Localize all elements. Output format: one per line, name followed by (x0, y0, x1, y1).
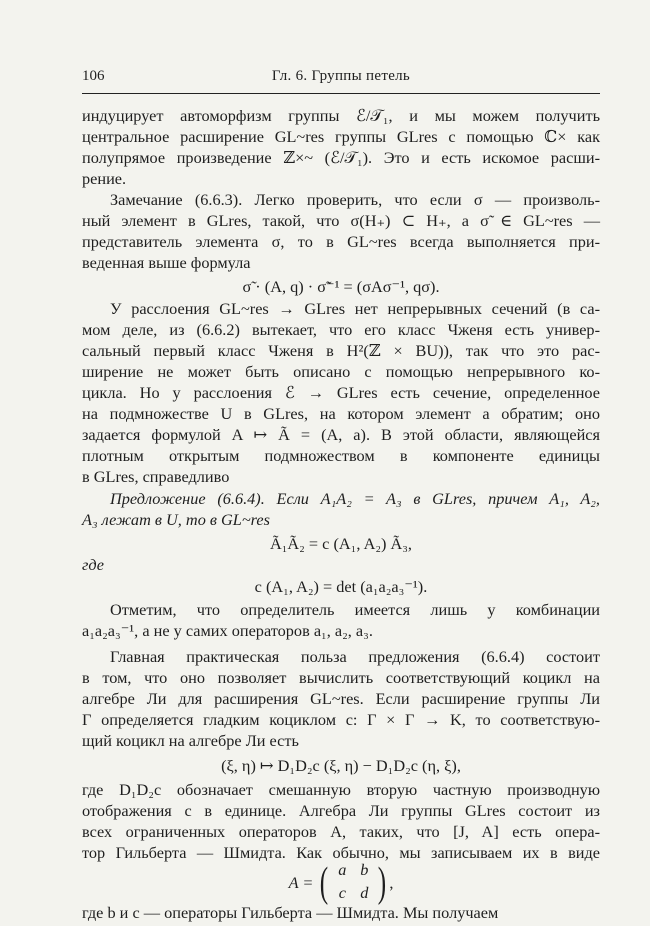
text-line: плотным открытым подмножеством в компоненте единицы (82, 446, 600, 465)
header-rule (82, 93, 600, 94)
text-line: алгебре Ли для расширения GL~res. Если расширение группы Ли (82, 689, 600, 708)
text-line: щий коцикл на алгебре Ли есть (82, 731, 299, 750)
text-line: ширение не может быть описано с помощью непрерывного ко- (82, 362, 600, 381)
text-line: Главная практическая польза предложения (6.6.4) состоит (110, 647, 600, 666)
matrix-a: a (338, 860, 347, 879)
text-line: центральное расширение GL~res группы GLres с помощью ℂ× как (82, 127, 600, 146)
text-line: отображения c в единице. Алгебра Ли группы GLres состоит из (82, 801, 600, 820)
matrix-trail: , (389, 873, 394, 892)
text-line: ный элемент в GLres, такой, что σ(H₊) ⊂ H₊, а σ̃ ∈ GL~res — (82, 211, 600, 230)
formula-cocycle: (ξ, η) ↦ D₁D₂c (ξ, η) − D₁D₂c (η, ξ), (221, 756, 461, 775)
text-line: сальный первый класс Чженя в H²(ℤ × BU)), так что это рас- (82, 341, 600, 360)
text-line: мом деле, из (6.6.2) вытекает, что его класс Чженя есть универ- (82, 320, 600, 339)
proposition-line: Предложение (6.6.4). Если A₁A₂ = A₃ в GLres, причем A₁, A₂, (110, 489, 600, 508)
text-line: всех ограниченных операторов A, таких, что [J, A] есть опера- (82, 822, 600, 841)
matrix-formula (82, 860, 600, 906)
running-title: Гл. 6. Группы петель (271, 68, 411, 84)
text-line: тор Гильберта — Шмидта. Как обычно, мы записываем их в виде (82, 843, 600, 862)
text-line: цикла. Но у расслоения ℰ → GLres есть сечение, определенное (82, 383, 600, 402)
formula-determinant: c (A₁, A₂) = det (a₁a₂a₃⁻¹). (254, 577, 428, 596)
formula-conjugation: σ̃ · (A, q) · σ̃⁻¹ = (σAσ⁻¹, qσ). (242, 277, 440, 296)
text-line: рение. (82, 169, 127, 188)
text-line: представитель элемента σ, то в GL~res всегда выполняется при- (82, 232, 600, 251)
text-line: где (82, 555, 105, 574)
matrix-block (289, 860, 394, 906)
right-paren: ) (378, 860, 387, 906)
matrix-d: d (360, 883, 369, 902)
formula-product: Ã₁Ã₂ = c (A₁, A₂) Ã₃, (269, 534, 412, 553)
text-line: где D₁D₂c обозначает смешанную вторую частную производную (82, 780, 600, 799)
text-line: A₃ лежат в U, то в GL~res (82, 510, 270, 529)
text-line: задается формулой A ↦ Ã = (A, a). В этой области, являющейся (82, 425, 600, 444)
remark-line: Замечание (6.6.3). Легко проверить, что если σ — произволь- (110, 190, 600, 209)
matrix-cells (331, 860, 375, 906)
text-line: веденная выше формула (82, 253, 251, 272)
page-header (82, 68, 600, 88)
text-line: на подмножестве U в GLres, на котором элемент a обратим; оно (82, 404, 600, 423)
matrix-c: c (338, 883, 346, 902)
text-line: в том, что оно позволяет вычислить соответствующий коцикл на (82, 668, 600, 687)
text-line: индуцирует автоморфизм группы ℰ/𝒯₁, и мы можем получить (82, 106, 600, 125)
text-line: в GLres, справедливо (82, 467, 230, 486)
page-number: 106 (82, 68, 105, 84)
text-line: полупрямое произведение ℤ×~ (ℰ/𝒯₁). Это и есть искомое расши- (82, 148, 600, 167)
text-line: Отметим, что определитель имеется лишь у комбинации (110, 600, 600, 619)
text-line: Γ определяется гладким коциклом c: Γ × Γ → K, то соответствую- (82, 710, 600, 729)
text-line: где b и c — операторы Гильберта — Шмидта. Мы получаем (82, 903, 499, 922)
matrix-b: b (360, 860, 369, 879)
text-line: У расслоения GL~res → GLres нет непрерывных сечений (в са- (110, 299, 600, 318)
text-line: a₁a₂a₃⁻¹, а не у самих операторов a₁, a₂, a₃. (82, 621, 373, 640)
matrix-lhs: A = (288, 873, 314, 892)
left-paren: ( (320, 860, 329, 906)
